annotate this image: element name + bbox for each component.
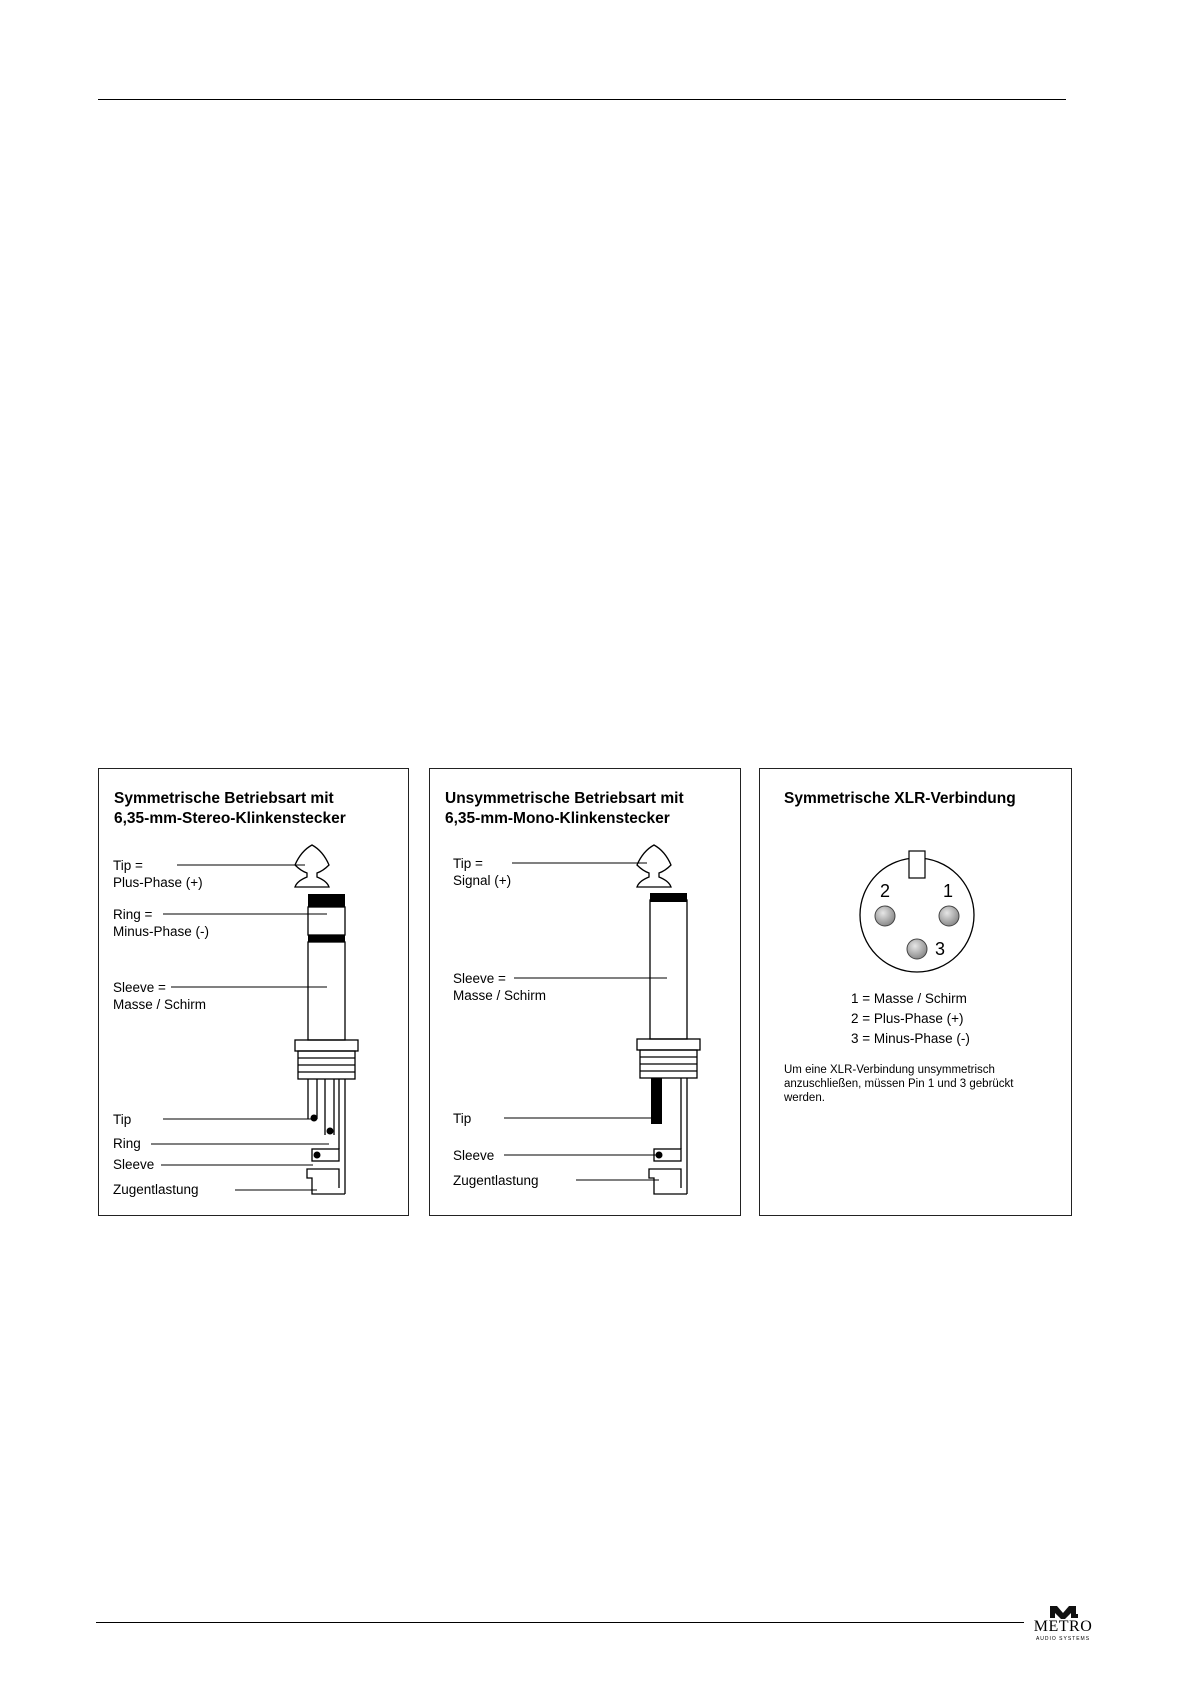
mono-tip-wire-label: Tip (453, 1111, 472, 1126)
xlr-pin-1 (939, 906, 959, 926)
footer-rule (96, 1622, 1024, 1623)
xlr-pin-legend: 1 = Masse / Schirm 2 = Plus-Phase (+) 3 = Minus-Phase (-) (851, 991, 970, 1046)
mono-jack-panel (429, 768, 741, 1216)
stereo-ring-label: Ring = Minus-Phase (-) (113, 907, 210, 939)
stereo-sleeve-wire-label: Sleeve (113, 1157, 155, 1172)
mono-sleeve-label: Sleeve = Masse / Schirm (453, 971, 547, 1003)
xlr-pin-2 (875, 906, 895, 926)
stereo-strain-relief-label: Zugentlastung (113, 1182, 199, 1197)
stereo-ring-wire-label: Ring (113, 1136, 141, 1151)
xlr-pin-3 (907, 939, 927, 959)
xlr-pin-3-number: 3 (935, 939, 946, 959)
stereo-sleeve-label: Sleeve = Masse / Schirm (113, 980, 207, 1012)
stereo-jack-panel (98, 768, 409, 1216)
mono-panel-title: Unsymmetrische Betriebsart mit 6,35-mm-Mono-Klinkenstecker (445, 790, 684, 827)
logo-sub: AUDIO SYSTEMS (1035, 1636, 1091, 1642)
metro-audio-logo (1030, 1600, 1096, 1646)
stereo-tip-label: Tip = Plus-Phase (+) (113, 858, 203, 890)
header-rule (98, 99, 1066, 100)
xlr-unbalanced-note: Um eine XLR-Verbindung unsymmetrisch anzuschließen, müssen Pin 1 und 3 gebrückt werden. (784, 1064, 1014, 1104)
xlr-panel-title: Symmetrische XLR-Verbindung (784, 790, 1016, 807)
stereo-tip-wire-label: Tip (113, 1112, 132, 1127)
stereo-panel-title: Symmetrische Betriebsart mit 6,35-mm-Stereo-Klinkenstecker (114, 790, 346, 827)
mono-strain-relief-label: Zugentlastung (453, 1173, 539, 1188)
mono-tip-label: Tip = Signal (+) (453, 856, 512, 888)
logo-brand: METRO (1033, 1618, 1093, 1635)
xlr-pin-1-number: 1 (943, 881, 954, 901)
xlr-pin-2-number: 2 (880, 881, 891, 901)
xlr-panel (759, 768, 1072, 1216)
mono-sleeve-wire-label: Sleeve (453, 1148, 495, 1163)
